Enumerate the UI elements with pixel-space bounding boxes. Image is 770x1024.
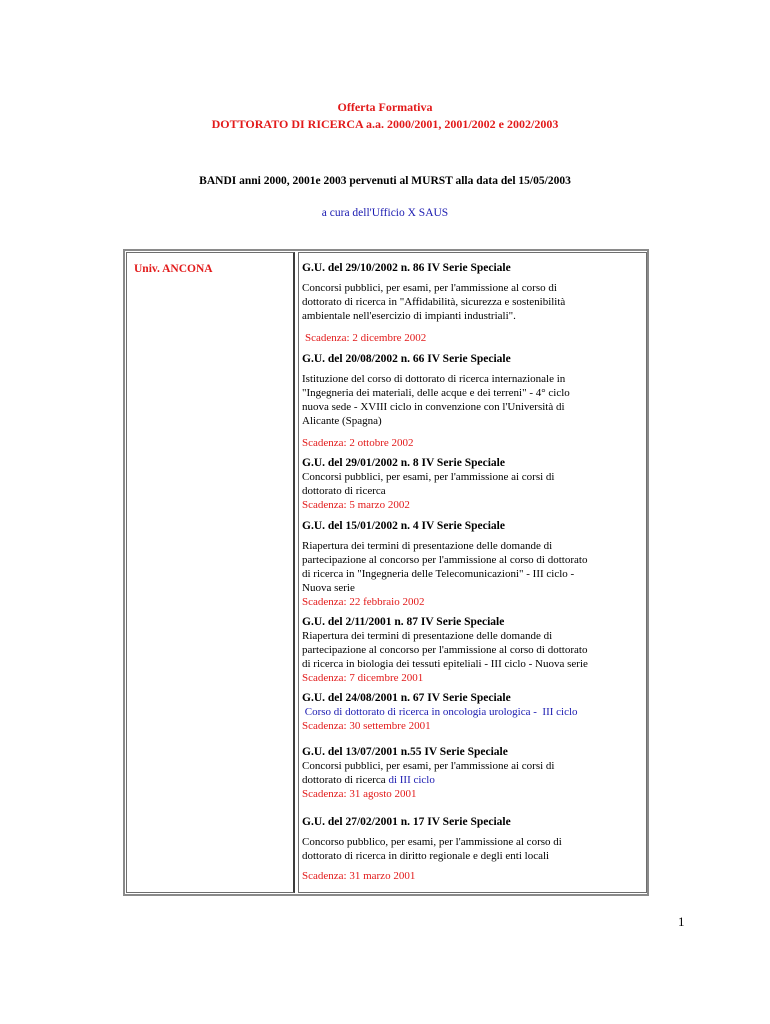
call-description: Concorsi pubblici, per esami, per l'ammissione ai corsi di bbox=[302, 760, 555, 772]
call-entry bbox=[302, 261, 637, 345]
call-description: Corso di dottorato di ricerca in oncologia urologica - III ciclo bbox=[302, 706, 578, 718]
calls-table bbox=[123, 249, 649, 896]
call-description: Riapertura dei termini di presentazione delle domande di bbox=[302, 630, 553, 642]
call-description: Riapertura dei termini di presentazione delle domande di bbox=[302, 540, 553, 552]
gazette-reference: G.U. del 15/01/2002 n. 4 IV Serie Speciale bbox=[302, 520, 505, 532]
gazette-reference: G.U. del 27/02/2001 n. 17 IV Serie Speciale bbox=[302, 816, 511, 828]
call-description: Concorsi pubblici, per esami, per l'ammissione al corso di bbox=[302, 282, 557, 294]
gazette-reference: G.U. del 13/07/2001 n.55 IV Serie Speciale bbox=[302, 746, 508, 758]
doctorate-title: DOTTORATO DI RICERCA a.a. 2000/2001, 2001/2002 e 2002/2003 bbox=[211, 117, 559, 131]
deadline: Scadenza: 31 agosto 2001 bbox=[302, 788, 417, 800]
editor-credit: a cura dell'Ufficio X SAUS bbox=[321, 207, 449, 219]
university-cell bbox=[126, 252, 295, 893]
deadline: Scadenza: 5 marzo 2002 bbox=[302, 499, 410, 511]
gazette-reference: G.U. del 29/01/2002 n. 8 IV Serie Speciale bbox=[302, 457, 505, 469]
call-description: nuova sede - XVIII ciclo in convenzione con l'Università di bbox=[302, 401, 565, 413]
call-description: dottorato di ricerca in diritto regionale e degli enti locali bbox=[302, 850, 550, 862]
call-description: ambientale nell'esercizio di impianti industriali". bbox=[302, 310, 516, 322]
call-entry bbox=[302, 745, 637, 801]
gazette-reference: G.U. del 20/08/2002 n. 66 IV Serie Speciale bbox=[302, 353, 511, 365]
gazette-reference: G.U. del 2/11/2001 n. 87 IV Serie Speciale bbox=[302, 616, 505, 628]
call-entry bbox=[302, 815, 637, 883]
call-description: dottorato di ricerca bbox=[302, 485, 386, 497]
call-entry bbox=[302, 456, 637, 512]
deadline: Scadenza: 31 marzo 2001 bbox=[302, 870, 416, 882]
call-description bbox=[302, 773, 637, 787]
deadline: Scadenza: 30 settembre 2001 bbox=[302, 720, 431, 732]
deadline: Scadenza: 22 febbraio 2002 bbox=[302, 596, 425, 608]
call-description: Concorsi pubblici, per esami, per l'ammissione ai corsi di bbox=[302, 471, 555, 483]
university-name: Univ. ANCONA bbox=[134, 263, 213, 275]
call-description: di ricerca in biologia dei tessuti epiteliali - III ciclo - Nuova serie bbox=[302, 658, 588, 670]
page-number: 1 bbox=[678, 914, 685, 929]
call-entry bbox=[302, 691, 637, 733]
cycle-text: di III ciclo bbox=[388, 774, 435, 786]
deadline: Scadenza: 2 ottobre 2002 bbox=[302, 437, 414, 449]
call-entry bbox=[302, 519, 637, 609]
call-description: "Ingegneria dei materiali, delle acque e dei terreni" - 4° ciclo bbox=[302, 387, 570, 399]
bandi-subtitle: BANDI anni 2000, 2001e 2003 pervenuti al MURST alla data del 15/05/2003 bbox=[199, 175, 571, 187]
offer-title: Offerta Formativa bbox=[337, 100, 433, 114]
call-description-text: dottorato di ricerca bbox=[302, 774, 389, 786]
call-description: Concorso pubblico, per esami, per l'ammissione al corso di bbox=[302, 836, 562, 848]
call-description: Nuova serie bbox=[302, 582, 355, 594]
gazette-reference: G.U. del 24/08/2001 n. 67 IV Serie Speciale bbox=[302, 692, 511, 704]
deadline: Scadenza: 7 dicembre 2001 bbox=[302, 672, 424, 684]
call-description: Alicante (Spagna) bbox=[302, 415, 382, 427]
call-description: di ricerca in "Ingegneria delle Telecomunicazioni" - III ciclo - bbox=[302, 568, 575, 580]
call-entry bbox=[302, 352, 637, 450]
call-description: dottorato di ricerca in "Affidabilità, sicurezza e sostenibilità bbox=[302, 296, 566, 308]
call-description: partecipazione al concorso per l'ammissione al corso di dottorato bbox=[302, 554, 588, 566]
call-description: partecipazione al concorso per l'ammissione al corso di dottorato bbox=[302, 644, 588, 656]
calls-cell bbox=[298, 252, 647, 893]
deadline: Scadenza: 2 dicembre 2002 bbox=[305, 332, 427, 344]
gazette-reference: G.U. del 29/10/2002 n. 86 IV Serie Speciale bbox=[302, 262, 511, 274]
call-description: Istituzione del corso di dottorato di ricerca internazionale in bbox=[302, 373, 566, 385]
call-entry bbox=[302, 615, 637, 685]
